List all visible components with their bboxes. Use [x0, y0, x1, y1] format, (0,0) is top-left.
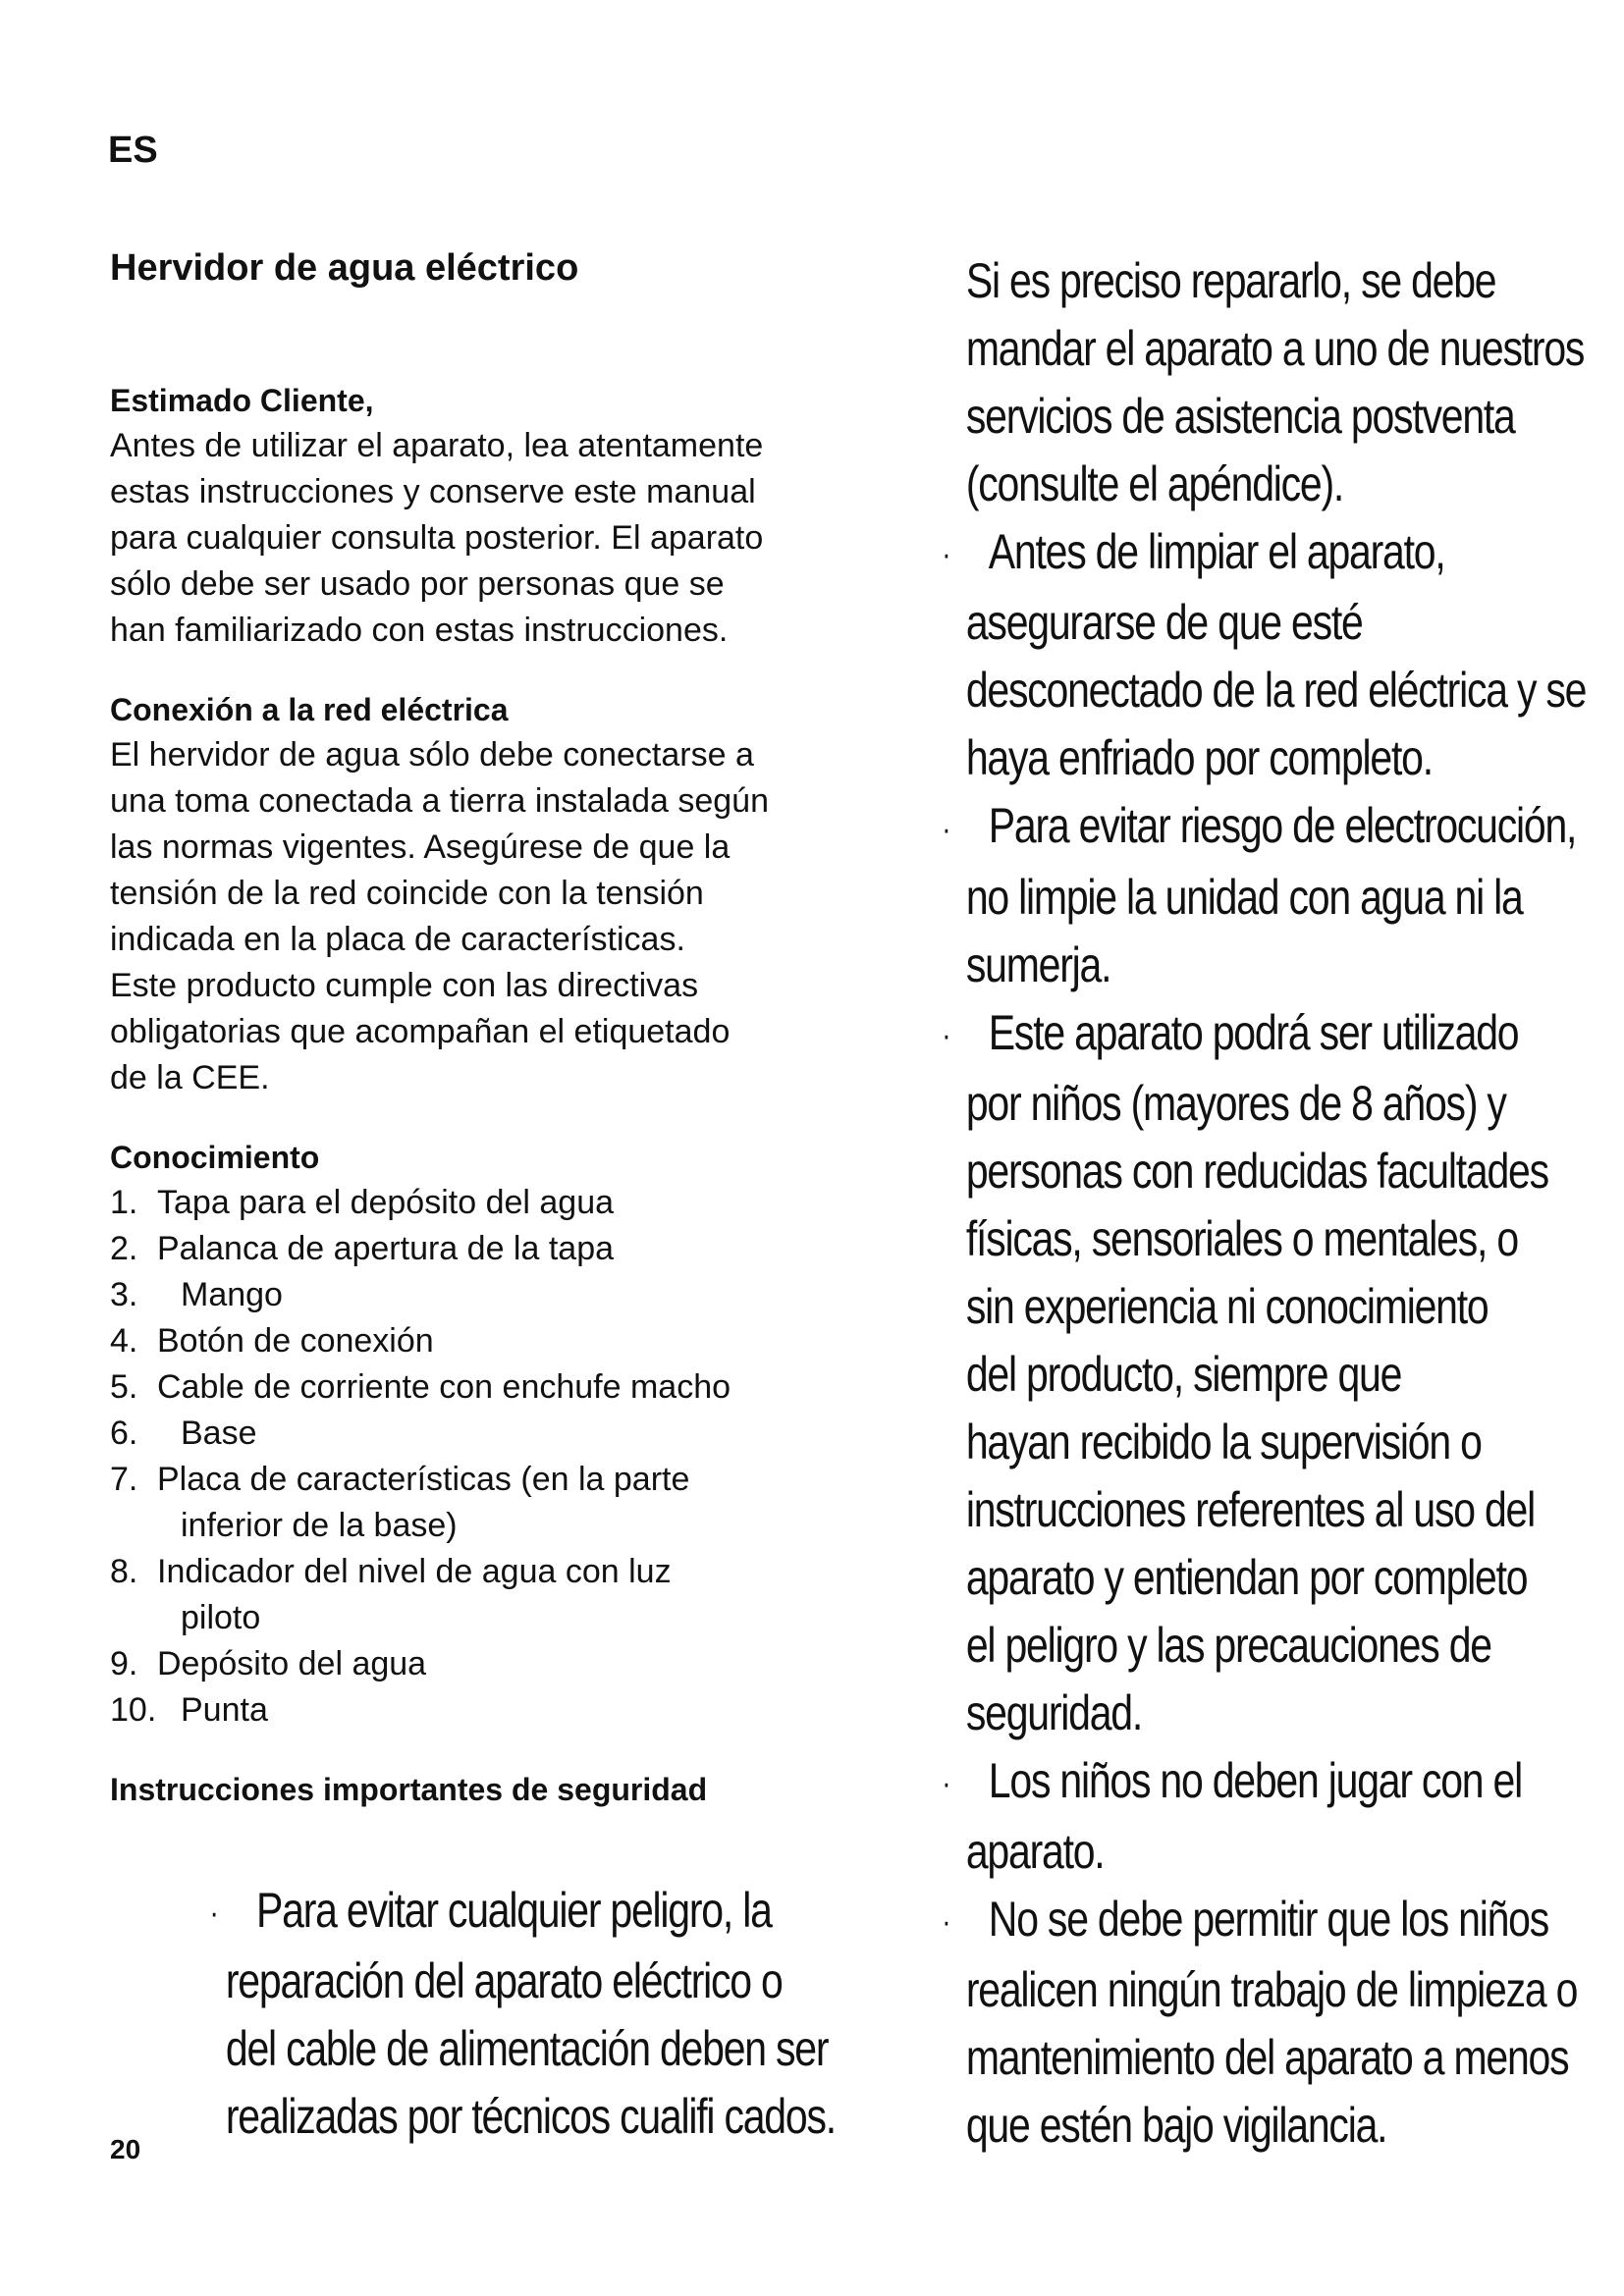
list-item: [110, 1318, 797, 1364]
bullet-line: sin experiencia ni conocimiento: [965, 1278, 1489, 1334]
list-item: [110, 1687, 797, 1734]
list-item: [110, 1364, 797, 1411]
item-number: 8.: [110, 1553, 138, 1590]
connection-line: Este producto cumple con las directivas: [110, 967, 699, 1004]
parts-heading: Conocimiento: [110, 1140, 320, 1175]
bullet-line: realicen ningún trabajo de limpieza o: [965, 1962, 1578, 2018]
intro-line: para cualquier consulta posterior. El aparato: [110, 519, 764, 557]
page-title: Hervidor de agua eléctrico: [110, 247, 579, 289]
item-text: Depósito del agua: [157, 1645, 427, 1682]
bullet-line: (consulte el apéndice).: [965, 456, 1344, 511]
item-text: Mango: [181, 1276, 283, 1313]
bullet-first-line: [191, 1877, 938, 1948]
item-text: Indicador del nivel de agua con luz: [157, 1553, 672, 1590]
bullet-dot: ·: [209, 1895, 218, 1933]
item-number: 2.: [110, 1230, 138, 1267]
bullet-text: Para evitar riesgo de electrocución,: [988, 798, 1577, 854]
list-item-continuation: [110, 1595, 797, 1641]
safety-bullet-cleaning: [942, 518, 1624, 792]
bullet-line: reparación del aparato eléctrico o: [225, 1953, 783, 2009]
list-item: [110, 1411, 797, 1457]
safety-bullet-children-use: [942, 999, 1624, 1747]
item-text: Placa de características (en la parte: [157, 1461, 690, 1498]
safety-bullet-repair: [110, 1877, 856, 2151]
item-text: Punta: [181, 1691, 268, 1729]
intro-heading: Estimado Cliente,: [110, 383, 374, 418]
item-number: 6.: [110, 1415, 138, 1452]
item-number: 10.: [110, 1691, 157, 1729]
bullet-first-line: [942, 1747, 1624, 1818]
connection-line: tensión de la red coincide con la tensión: [110, 875, 704, 912]
list-item: [110, 1180, 797, 1226]
item-text: Cable de corriente con enchufe macho: [157, 1368, 731, 1406]
bullet-dot: ·: [942, 810, 950, 848]
language-code: ES: [108, 130, 158, 171]
bullet-line: haya enfriado por completo.: [965, 730, 1433, 786]
bullet-line: del cable de alimentación deben ser: [225, 2021, 829, 2077]
bullet-line: mandar el aparato a uno de nuestros: [965, 321, 1585, 376]
bullet-line: servicios de asistencia postventa: [965, 389, 1515, 444]
intro-line: han familiarizado con estas instrucciones.: [110, 612, 729, 649]
connection-line: obligatorias que acompañan el etiquetado: [110, 1013, 731, 1050]
safety-bullet-children-cleaning: [942, 1886, 1624, 2160]
intro-line: Antes de utilizar el aparato, lea atentamente: [110, 427, 764, 464]
parts-list: [110, 1180, 797, 1734]
intro-line: estas instrucciones y conserve este manual: [110, 473, 756, 510]
bullet-line: asegurarse de que esté: [965, 595, 1363, 651]
bullet-line: aparato y entiendan por completo: [965, 1549, 1528, 1605]
connection-line: El hervidor de agua sólo debe conectarse a: [110, 736, 754, 774]
bullet-dot: ·: [942, 536, 950, 574]
item-number: 9.: [110, 1645, 138, 1682]
page-number: 20: [110, 2134, 141, 2164]
bullet-text: Antes de limpiar el aparato,: [988, 524, 1445, 579]
item-number: 3.: [110, 1276, 138, 1313]
bullet-line: por niños (mayores de 8 años) y: [965, 1075, 1506, 1131]
intro-line: sólo debe ser usado por personas que se: [110, 565, 725, 603]
bullet-first-line: [942, 1886, 1624, 1956]
list-item-continuation: [110, 1503, 797, 1549]
bullet-line: sumerja.: [965, 936, 1111, 992]
bullet-line: mantenimiento del aparato a menos: [965, 2030, 1569, 2086]
bullet-line: desconectado de la red eléctrica y se: [965, 663, 1587, 719]
bullet-line: del producto, siempre que: [965, 1346, 1402, 1402]
bullet-text: No se debe permitir que los niños: [988, 1892, 1549, 1948]
item-text: Tapa para el depósito del agua: [157, 1184, 615, 1221]
bullet-line: no limpie la unidad con agua ni la: [965, 869, 1523, 925]
list-item: [110, 1272, 797, 1318]
connection-line: indicada en la placa de características.: [110, 921, 685, 958]
item-number: 1.: [110, 1184, 138, 1221]
item-text: Botón de conexión: [157, 1322, 434, 1360]
connection-line: las normas vigentes. Asegúrese de que la: [110, 828, 731, 866]
item-number: 5.: [110, 1368, 138, 1406]
safety-heading: Instrucciones importantes de seguridad: [110, 1772, 708, 1807]
item-number: 7.: [110, 1461, 138, 1498]
bullet-text: Este aparato podrá ser utilizado: [988, 1004, 1519, 1060]
right-column: [862, 247, 1589, 2160]
list-item: [110, 1457, 797, 1503]
connection-line: una toma conectada a tierra instalada según: [110, 782, 770, 820]
bullet-line: aparato.: [965, 1824, 1105, 1880]
bullet-dot: ·: [942, 1765, 950, 1803]
bullet-first-line: [942, 999, 1624, 1070]
list-item: [110, 1641, 797, 1687]
safety-bullet-children-play: [942, 1747, 1624, 1886]
bullet-line: seguridad.: [965, 1684, 1143, 1740]
connection-line: de la CEE.: [110, 1059, 270, 1096]
bullet-line: el peligro y las precauciones de: [965, 1617, 1491, 1673]
bullet-line: hayan recibido la supervisión o: [965, 1414, 1482, 1469]
safety-bullet-electrocution: [942, 792, 1624, 998]
connection-paragraph: [110, 732, 797, 1101]
intro-paragraph: [110, 423, 797, 654]
item-text: piloto: [181, 1599, 261, 1636]
bullet-line: realizadas por técnicos cualifi cados.: [225, 2089, 836, 2145]
bullet-first-line: [942, 518, 1624, 589]
item-text: Base: [181, 1415, 257, 1452]
bullet-line: instrucciones referentes al uso del: [965, 1481, 1535, 1537]
repair-continuation: [942, 247, 1624, 518]
bullet-line: personas con reducidas facultades: [965, 1143, 1548, 1199]
bullet-dot: ·: [942, 1016, 950, 1054]
list-item: [110, 1549, 797, 1595]
bullet-line: físicas, sensoriales o mentales, o: [965, 1210, 1518, 1266]
item-text: inferior de la base): [181, 1507, 458, 1544]
connection-heading: Conexión a la red eléctrica: [110, 692, 509, 727]
bullet-line: que estén bajo vigilancia.: [965, 2098, 1387, 2154]
left-column: [110, 247, 797, 1812]
item-text: Palanca de apertura de la tapa: [157, 1230, 615, 1267]
bullet-dot: ·: [942, 1903, 950, 1942]
bullet-first-line: [942, 792, 1624, 863]
bullet-line: Si es preciso repararlo, se debe: [965, 253, 1496, 308]
bullet-text: Los niños no deben jugar con el: [988, 1752, 1522, 1808]
item-number: 4.: [110, 1322, 138, 1360]
list-item: [110, 1226, 797, 1272]
bullet-text: Para evitar cualquier peligro, la: [256, 1883, 772, 1938]
